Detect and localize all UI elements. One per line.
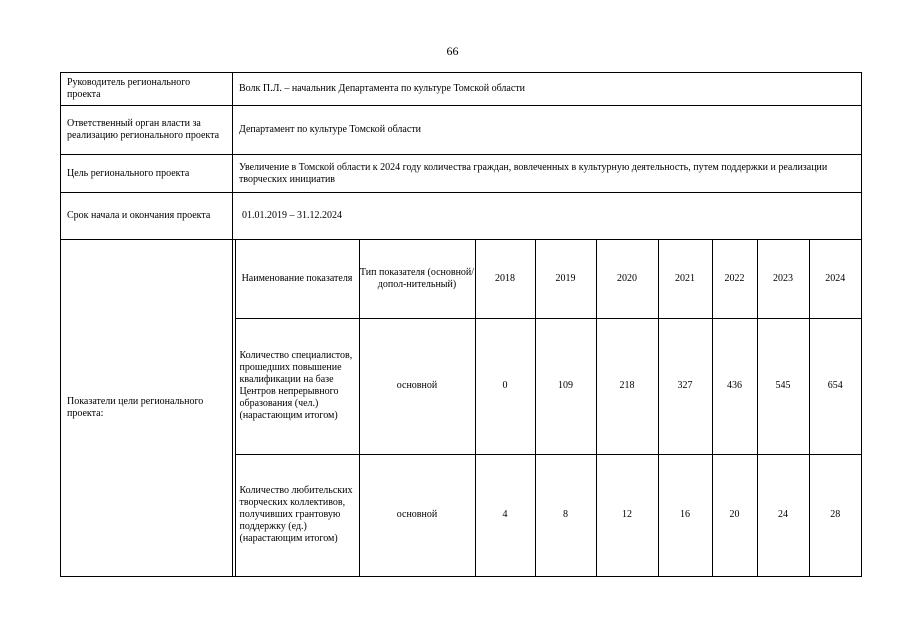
leader-label: Руководитель регионального проекта — [61, 73, 233, 106]
dates-row — [61, 193, 862, 240]
header-year: 2022 — [712, 240, 757, 318]
indicators-header-row — [233, 240, 861, 318]
indicator-row — [233, 454, 861, 576]
page-number: 66 — [446, 44, 459, 58]
responsible-row — [61, 106, 862, 155]
leader-row — [61, 73, 862, 106]
indicator-row — [233, 318, 861, 454]
indicator-type: основной — [359, 318, 475, 454]
header-year: 2020 — [596, 240, 658, 318]
header-name: Наименование показателя — [235, 240, 359, 318]
responsible-value: Департамент по культуре Томской области — [233, 106, 862, 155]
indicator-value: 8 — [535, 454, 596, 576]
header-year: 2021 — [658, 240, 712, 318]
indicator-value: 327 — [658, 318, 712, 454]
responsible-label: Ответственный орган власти за реализацию регионального проекта — [61, 106, 233, 155]
indicators-row — [61, 240, 862, 577]
goal-value: Увеличение в Томской области к 2024 году количества граждан, вовлеченных в культурную деятельность, путем поддержки и реализации творческих инициатив — [233, 155, 862, 193]
header-year: 2023 — [757, 240, 809, 318]
indicator-value: 109 — [535, 318, 596, 454]
header-type: Тип показателя (основной/допол-нительный) — [359, 240, 475, 318]
indicator-value: 4 — [475, 454, 535, 576]
indicator-value: 12 — [596, 454, 658, 576]
indicator-value: 24 — [757, 454, 809, 576]
goal-label: Цель регионального проекта — [61, 155, 233, 193]
project-passport-table — [60, 72, 862, 577]
indicator-name: Количество специалистов, прошедших повышение квалификации на базе Центров непрерывного образования (чел.) (нарастающим итогом) — [235, 318, 359, 454]
indicator-value: 16 — [658, 454, 712, 576]
header-year: 2024 — [809, 240, 861, 318]
leader-value: Волк П.Л. – начальник Департамента по культуре Томской области — [233, 73, 862, 106]
indicator-value: 436 — [712, 318, 757, 454]
indicator-value: 218 — [596, 318, 658, 454]
indicators-label: Показатели цели регионального проекта: — [61, 240, 233, 577]
dates-value: 01.01.2019 – 31.12.2024 — [233, 193, 862, 240]
header-year: 2019 — [535, 240, 596, 318]
indicator-value: 20 — [712, 454, 757, 576]
header-year: 2018 — [475, 240, 535, 318]
indicator-value: 654 — [809, 318, 861, 454]
indicators-table — [233, 240, 861, 576]
indicator-type: основной — [359, 454, 475, 576]
goal-row — [61, 155, 862, 193]
dates-label: Срок начала и окончания проекта — [61, 193, 233, 240]
indicator-value: 545 — [757, 318, 809, 454]
indicator-name: Количество любительских творческих коллективов, получивших грантовую поддержку (ед.) (нарастающим итогом) — [235, 454, 359, 576]
indicator-value: 28 — [809, 454, 861, 576]
indicator-value: 0 — [475, 318, 535, 454]
